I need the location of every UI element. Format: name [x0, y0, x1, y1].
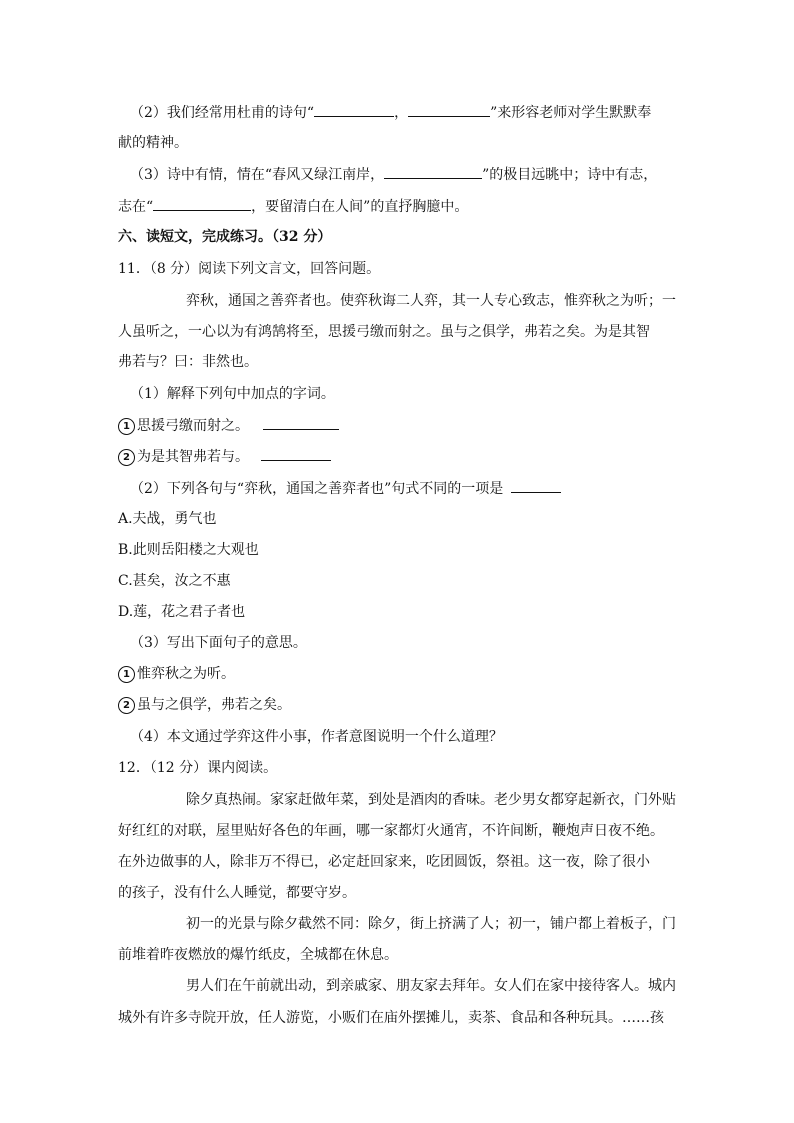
q10-sub3-text-c: 志在“: [118, 199, 154, 215]
answer-blank[interactable]: [314, 102, 394, 117]
q10-sub3-line1: [0, 164, 794, 185]
q10-sub3-line2: [0, 196, 794, 217]
answer-blank[interactable]: [408, 102, 490, 117]
q11-sub3-item2: [0, 695, 794, 715]
circled-number: 2: [118, 697, 135, 714]
q11-intro: 11．（8 分）阅读下列文言文，回答问题。: [118, 261, 381, 277]
q11-sub3: （3）写出下面句子的意思。: [130, 635, 307, 651]
q12-passage-line: 男人们在午前就出动，到亲戚家、朋友家去拜年。女人们在家中接待客人。城内: [186, 978, 676, 994]
q11-passage-line: 弈秋，通国之善弈者也。使弈秋诲二人弈，其一人专心致志，惟弈秋之为听；一: [186, 293, 676, 309]
q11-sub1-item2-text: 为是其智弗若与。: [137, 449, 249, 465]
q11-sub3-item1: [0, 664, 794, 684]
q12-passage-line: 在外边做事的人，除非万不得已，必定赶回家来，吃团圆饭，祭祖。这一夜，除了很小: [118, 854, 650, 870]
q10-sub2-text-b: ”来形容老师对学生默默奉: [490, 105, 652, 121]
answer-blank[interactable]: [261, 446, 331, 461]
q10-sub2-text-a: （2）我们经常用杜甫的诗句“: [130, 105, 315, 121]
q11-sub3-item1-text: 惟弈秋之为听。: [137, 666, 235, 682]
q10-sub2-sep: ，: [394, 105, 409, 121]
q10-sub3-text-b: ”的极目远眺中；诗中有志，: [482, 167, 658, 183]
q11-sub1: （1）解释下列句中加点的字词。: [130, 386, 335, 402]
q12-passage-line: 前堆着昨夜燃放的爆竹纸皮，全城都在休息。: [118, 947, 398, 963]
q12-passage-line: 除夕真热闹。家家赶做年菜，到处是酒肉的香味。老少男女都穿起新衣，门外贴: [186, 792, 676, 808]
circled-number: 1: [118, 666, 135, 683]
q11-sub1-item1: [0, 415, 794, 436]
section-heading: 六、读短文，完成练习。（32 分）: [118, 229, 332, 245]
answer-blank[interactable]: [511, 478, 561, 493]
q10-sub3-text-a: （3）诗中有情，情在“春风又绿江南岸，: [130, 167, 385, 183]
q10-sub2-text-c: 献的精神。: [118, 135, 188, 151]
circled-number: 2: [118, 449, 135, 466]
q10-sub2-line2: [0, 133, 794, 153]
q12-passage-line: 初一的光景与除夕截然不同：除夕，街上挤满了人；初一，铺户都上着板子，门: [186, 916, 676, 932]
circled-number: 1: [118, 418, 135, 435]
option-a: A.夫战，勇气也: [118, 511, 217, 527]
answer-blank[interactable]: [263, 415, 339, 430]
q11-sub1-item1-text: 思援弓缴而射之。: [137, 418, 249, 434]
q12-passage-line: 好红红的对联，屋里贴好各色的年画，哪一家都灯火通宵，不许间断，鞭炮声日夜不绝。: [118, 823, 664, 839]
option-d: D.莲，花之君子者也: [118, 604, 246, 620]
q11-sub2-text: （2）下列各句与“弈秋，通国之善弈者也”句式不同的一项是: [130, 481, 504, 497]
q10-sub3-text-d: ，要留清白在人间”的直抒胸臆中。: [251, 199, 469, 215]
q11-sub2: [0, 478, 794, 499]
answer-blank[interactable]: [384, 164, 482, 179]
q12-passage-line: 的孩子，没有什么人睡觉，都要守岁。: [118, 885, 356, 901]
q11-sub4: （4）本文通过学弈这件小事，作者意图说明一个什么道理？: [130, 729, 503, 745]
q11-passage-line: 弗若与？曰：非然也。: [118, 354, 258, 370]
q11-sub1-item2: [0, 446, 794, 467]
q11-passage-line: 人虽听之，一心以为有鸿鹄将至，思援弓缴而射之。虽与之俱学，弗若之矣。为是其智: [118, 324, 650, 340]
option-c: C.甚矣，汝之不惠: [118, 573, 231, 589]
q12-passage-line: 城外有许多寺院开放，任人游览，小贩们在庙外摆摊儿，卖茶、食品和各种玩具。……孩: [118, 1010, 664, 1026]
q10-sub2-line1: [0, 102, 794, 123]
option-b: B.此则岳阳楼之大观也: [118, 542, 259, 558]
q12-intro: 12．（12 分）课内阅读。: [118, 760, 278, 776]
answer-blank[interactable]: [153, 196, 251, 211]
q11-sub3-item2-text: 虽与之俱学，弗若之矣。: [137, 697, 291, 713]
